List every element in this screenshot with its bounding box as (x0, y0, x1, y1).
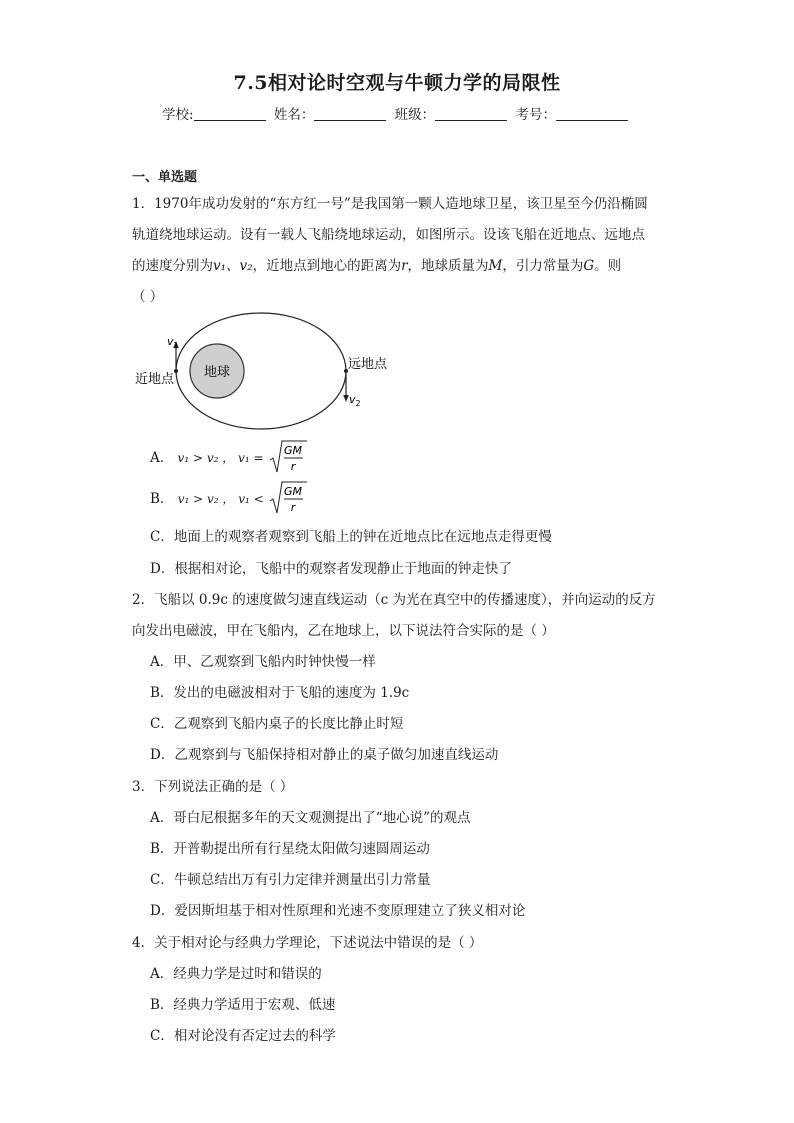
q3-option-a[interactable]: A．哥白尼根据多年的天文观测提出了“地心说”的观点 (150, 810, 471, 826)
option-b-label: B． (150, 491, 174, 507)
q1-line-3-e: 。则 (594, 258, 622, 274)
exam-number-blank[interactable] (556, 106, 628, 121)
sqrt-gm-over-r (268, 438, 308, 476)
q3-option-d[interactable]: D．爱因斯坦基于相对性原理和光速不变原理建立了狭义相对论 (150, 903, 526, 919)
perigee-label: 近地点 (135, 372, 175, 387)
earth-label: 地球 (203, 365, 231, 380)
q2-option-b[interactable]: B．发出的电磁波相对于飞船的速度为 1.9c (150, 685, 410, 701)
school-label: 学校: (162, 107, 194, 123)
fraction-denominator: r (290, 460, 296, 473)
q3-option-c[interactable]: C．牛顿总结出万有引力定律并测量出引力常量 (150, 872, 431, 888)
q1-option-b[interactable] (150, 479, 308, 517)
class-blank[interactable] (435, 106, 507, 121)
q2-option-a[interactable]: A．甲、乙观察到飞船内时钟快慢一样 (150, 654, 376, 670)
q1-line-1: 1．1970年成功发射的“东方红一号”是我国第一颗人造地球卫星，该卫星至今仍沿椭圆 (132, 196, 648, 212)
q4-line-1: 4．关于相对论与经典力学理论，下述说法中错误的是（ ） (132, 935, 483, 951)
sqrt-gm-over-r (268, 479, 308, 517)
section-heading: 一、单选题 (132, 170, 198, 185)
q1-option-d[interactable]: D．根据相对论，飞船中的观察者发现静止于地面的钟走快了 (150, 561, 512, 577)
q4-option-c[interactable]: C．相对论没有否定过去的科学 (150, 1028, 336, 1044)
fraction-denominator: r (290, 501, 296, 514)
q2-line-2: 向发出电磁波，甲在飞船内，乙在地球上，以下说法符合实际的是（ ） (132, 623, 555, 639)
q1-line-3-a: 的速度分别为 (132, 258, 213, 274)
option-a-label: A． (150, 450, 174, 466)
fraction-numerator: GM (283, 485, 302, 498)
q1-answer-paren: （ ） (132, 289, 164, 305)
q3-option-b[interactable]: B．开普勒提出所有行星绕太阳做匀速圆周运动 (150, 841, 430, 857)
q1-line-3-c: ，地球质量为 (407, 258, 489, 274)
q4-option-b[interactable]: B．经典力学适用于宏观、低速 (150, 997, 336, 1013)
q2-option-d[interactable]: D．乙观察到与飞船保持相对静止的桌子做匀加速直线运动 (150, 747, 499, 763)
option-a-relation: v₁ > v₂ ， v₁ = (177, 451, 264, 465)
q1-option-a[interactable] (150, 438, 308, 476)
fraction-numerator: GM (283, 444, 302, 457)
q1-velocities: v₁、v₂ (213, 258, 253, 274)
q2-line-1: 2．飞船以 0.9c 的速度做匀速直线运动（c 为光在真空中的传播速度），并向运动的反方 (132, 592, 656, 608)
name-label: 姓名： (273, 107, 315, 123)
name-blank[interactable] (314, 106, 386, 121)
q1-line-2: 轨道绕地球运动。设有一载人飞船绕地球运动，如图所示。设该飞船在近地点、远地点 (132, 227, 645, 243)
option-b-relation: v₁ > v₂ ， v₁ < (177, 492, 264, 506)
q4-option-a[interactable]: A．经典力学是过时和错误的 (150, 966, 322, 982)
exam-number-label: 考号： (515, 107, 556, 123)
class-label: 班级： (394, 107, 436, 123)
q3-line-1: 3．下列说法正确的是（ ） (132, 779, 294, 795)
orbit-diagram (130, 308, 400, 436)
q1-line-3-b: ，近地点到地心的距离为 (252, 258, 402, 274)
q2-option-c[interactable]: C．乙观察到飞船内桌子的长度比静止时短 (150, 716, 404, 732)
v2-arrow-head (343, 395, 349, 402)
apogee-label: 远地点 (348, 357, 388, 372)
perigee-point (174, 369, 178, 373)
q1-line-3-d: ，引力常量为 (502, 258, 584, 274)
student-info-line (0, 103, 794, 123)
page-title: 7.5相对论时空观与牛顿力学的局限性 (233, 72, 561, 94)
q1-radius-symbol: r (401, 258, 408, 274)
school-blank[interactable] (194, 106, 266, 121)
q1-option-c[interactable]: C．地面上的观察者观察到飞船上的钟在近地点比在远地点走得更慢 (150, 529, 552, 545)
v2-label: $v_2$ (349, 393, 361, 408)
q1-line-3 (132, 254, 621, 274)
v1-label: $v_1$ (167, 335, 179, 350)
q1-gravity-symbol: G (583, 258, 595, 274)
q1-mass-symbol: M (488, 258, 503, 274)
